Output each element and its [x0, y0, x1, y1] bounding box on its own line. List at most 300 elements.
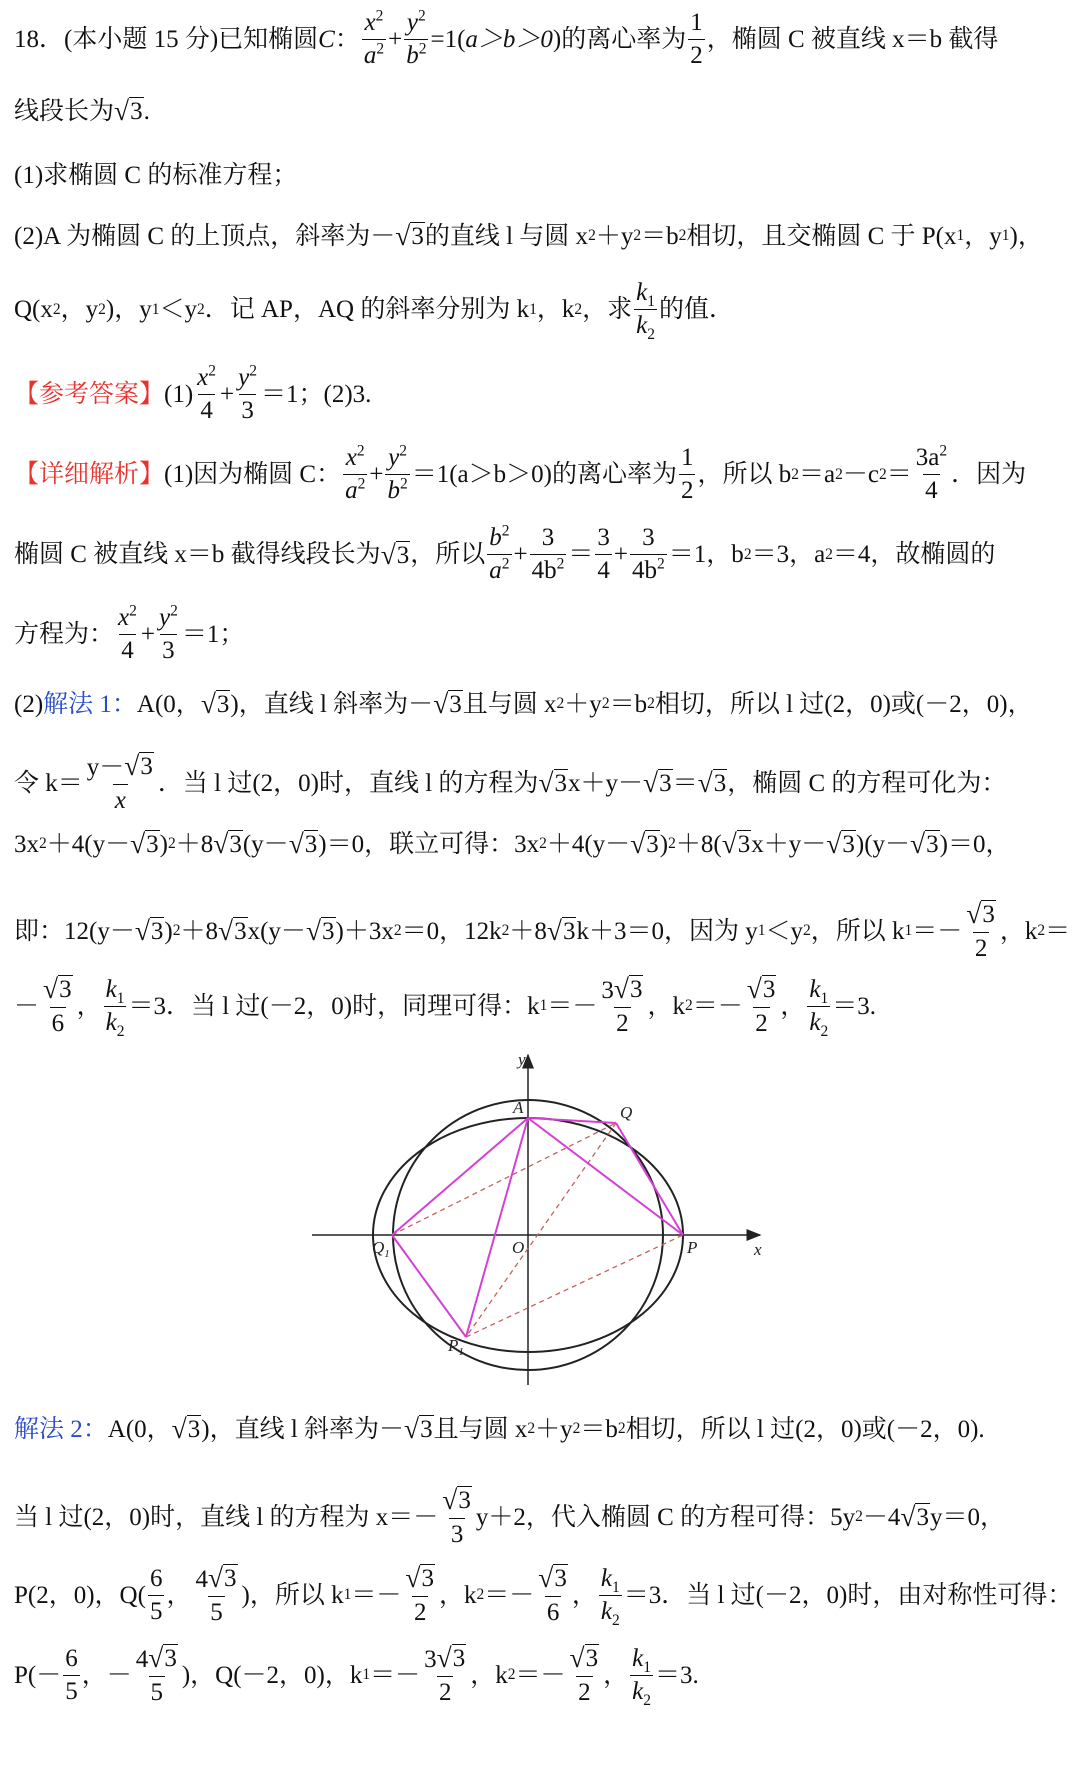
- sqrt: √ 3: [305, 915, 335, 946]
- text: ，－: [81, 1661, 132, 1689]
- fraction: [236, 362, 259, 425]
- text: (1): [164, 381, 194, 409]
- text: ): [659, 830, 669, 858]
- sqrt: √ 3: [171, 1413, 201, 1444]
- sqrt: √ 3: [134, 915, 164, 946]
- text: x: [364, 9, 376, 36]
- text: ＋y: [535, 1415, 573, 1443]
- point-q-label: Q: [620, 1103, 633, 1122]
- fraction: [599, 975, 645, 1038]
- text: 2: [116, 1022, 125, 1040]
- text: 3: [659, 770, 672, 797]
- fraction: [679, 445, 696, 505]
- text: ＝: [672, 769, 698, 797]
- text: (1)因为椭圆 C：: [164, 461, 342, 489]
- text: 2: [973, 932, 990, 962]
- text: 2: [501, 555, 510, 573]
- text: 令 k＝: [14, 769, 83, 797]
- text: 3: [629, 976, 643, 1003]
- sqrt: √ 3: [643, 767, 672, 798]
- fraction: [362, 7, 386, 70]
- line-ap: [528, 1118, 683, 1235]
- sqrt: √ 3: [569, 1642, 599, 1673]
- fraction: [148, 1566, 165, 1626]
- origin-label: O: [512, 1238, 525, 1257]
- text: y: [406, 9, 419, 36]
- text: C: [318, 26, 335, 54]
- text: 3: [926, 831, 939, 858]
- text: 3: [762, 976, 776, 1003]
- text: ＝1(a＞b＞0)的离心率为: [411, 461, 677, 489]
- part-2-question-line-1: (2)A 为椭圆 C 的上顶点，斜率为－ √ 3 的直线 l 与圆 x 2 ＋y 2 ＝b 2 相切，且交椭圆 C 于 P(x 1 ，y 1 )，: [14, 220, 1043, 251]
- part-1-question: [14, 163, 1068, 188]
- text: 1: [643, 1658, 651, 1676]
- text: 6: [50, 1007, 67, 1037]
- text: y: [238, 364, 250, 391]
- text: A(0，: [136, 690, 201, 718]
- text: ＝－: [547, 992, 598, 1020]
- sqrt: √ 3: [218, 915, 247, 946]
- sqrt: √ 3: [288, 828, 318, 859]
- sqrt: √ 3: [538, 767, 568, 798]
- fraction: [630, 525, 667, 585]
- fraction: [403, 1564, 437, 1627]
- text: 方程为：: [14, 621, 115, 649]
- text: ＝1；: [181, 621, 245, 649]
- sqrt: √ 3: [966, 898, 995, 929]
- fraction: [85, 752, 156, 815]
- sqrt: √ 3: [213, 828, 242, 859]
- text: ＝－: [692, 992, 743, 1020]
- text: )，直线 l 斜率为－: [230, 690, 434, 718]
- sqrt: √ 3: [124, 750, 153, 781]
- answer-tag: 【参考答案】: [14, 381, 165, 409]
- text: 2: [614, 1007, 631, 1037]
- text: P(2，0)，Q(: [14, 1581, 146, 1609]
- text: 3: [541, 524, 555, 551]
- text: ＝b: [641, 222, 679, 250]
- text: ，: [571, 1581, 597, 1609]
- text: 6: [65, 1644, 78, 1672]
- text: 3: [642, 524, 655, 551]
- text: ＝3．当 l 过(－2，0)时，同理可得：k: [128, 992, 540, 1020]
- text: ＝1；(2)3.: [261, 381, 372, 409]
- text: ＋8: [180, 917, 219, 945]
- text: 4: [119, 634, 136, 664]
- text: 3: [229, 831, 242, 858]
- text: )，y: [105, 296, 152, 324]
- text: 3: [130, 98, 143, 125]
- text: +: [513, 541, 528, 569]
- text: k: [632, 1644, 644, 1672]
- fraction: [422, 1644, 468, 1707]
- text: +: [369, 461, 384, 489]
- text: )＝0，: [939, 830, 1011, 858]
- text: y－: [86, 754, 125, 781]
- text: 2: [501, 522, 510, 540]
- text: 3: [458, 1487, 471, 1514]
- text: )，所以 k: [241, 1581, 344, 1609]
- point-a-label: A: [513, 1098, 524, 1117]
- text: 2: [647, 326, 655, 344]
- y-axis-label: y: [518, 1050, 526, 1069]
- text: 3x: [14, 830, 39, 858]
- text: ，: [166, 1581, 192, 1609]
- text: )＋3x: [335, 917, 394, 945]
- text: ＝: [886, 461, 912, 489]
- text: 3: [420, 1416, 433, 1443]
- sqrt: √ 3: [436, 1642, 466, 1673]
- text: 3: [411, 223, 424, 250]
- text: ＋4(y－: [546, 830, 631, 858]
- text: 3: [239, 394, 256, 424]
- text: k: [636, 312, 648, 340]
- text: k: [600, 1597, 612, 1625]
- fraction: [745, 975, 779, 1038]
- method-1-line-1: (2) 解法 1： A(0， √ 3 )，直线 l 斜率为－ √ 3 且与圆 x 2 ＋y 2 ＝b 2 相切，所以 l 过(2，0)或(－2，0)，: [14, 688, 1033, 719]
- text: －4: [862, 1503, 901, 1531]
- text: 且与圆 x: [462, 690, 557, 718]
- sqrt: √ 3: [43, 973, 72, 1004]
- pink-lines: [392, 1118, 683, 1337]
- line-qp: [616, 1123, 683, 1235]
- sqrt: √ 3: [613, 973, 643, 1004]
- text: 1: [647, 293, 655, 310]
- text: y: [388, 444, 400, 471]
- text: x: [113, 784, 128, 814]
- text: 1: [384, 1248, 390, 1260]
- dashed-lines: [392, 1123, 683, 1337]
- text: ．记 AP，AQ 的斜率分别为 k: [204, 296, 530, 324]
- text: ＝3.: [832, 992, 876, 1020]
- text: ，所以 b: [697, 461, 792, 489]
- text: ＜y: [159, 296, 197, 324]
- text: 3: [713, 770, 727, 797]
- text: 2: [418, 40, 427, 58]
- point-q1-label: [372, 1238, 390, 1260]
- text: 2: [611, 1611, 620, 1629]
- text: x: [118, 604, 130, 631]
- text: ，: [603, 1661, 629, 1689]
- method-2-line-2: 当 l 过(2，0)时，直线 l 的方程为 x＝－ √ 3 3 y＋2，代入椭圆 C 的方程可得：5y 2 －4 √ 3 y＝0，: [14, 1484, 1005, 1549]
- point-p-label: P: [687, 1238, 698, 1257]
- text: 3: [452, 1645, 466, 1672]
- method-2-line-1: 解法 2： A(0， √ 3 )，直线 l 斜率为－ √ 3 且与圆 x 2 ＋y 2 ＝b 2 相切，所以 l 过(2，0)或(－2，0).: [14, 1413, 985, 1444]
- text: 2: [939, 442, 948, 460]
- text: ，: [780, 992, 806, 1020]
- problem-statement-line-1: [14, 7, 1068, 70]
- text: .: [143, 97, 150, 125]
- text: 5: [63, 1675, 80, 1705]
- text: ，k: [647, 992, 685, 1020]
- text: 2: [437, 1676, 454, 1706]
- dashed-line: [466, 1123, 616, 1337]
- text: ＝－: [515, 1661, 566, 1689]
- text: ：: [334, 26, 360, 54]
- text: 4b: [632, 557, 658, 585]
- text: ＋8(: [675, 830, 722, 858]
- text: ．当 l 过(2，0)时，直线 l 的方程为: [157, 769, 539, 797]
- text: ＋y: [564, 690, 602, 718]
- text: ，椭圆 C 的方程可化为：: [727, 769, 1007, 797]
- text: 2: [170, 602, 178, 620]
- fraction: [536, 1564, 570, 1627]
- text: ，k: [470, 1661, 508, 1689]
- fraction: [568, 1644, 602, 1707]
- text: (2): [14, 690, 44, 718]
- text: 3: [150, 918, 164, 945]
- text: ＝3，a: [751, 541, 826, 569]
- text: ，所以: [410, 541, 486, 569]
- text: 3: [304, 831, 318, 858]
- text: k: [105, 1008, 117, 1036]
- text: x＋y－: [568, 769, 644, 797]
- text: 3: [916, 1504, 929, 1531]
- text: 3: [585, 1645, 599, 1672]
- text: 6: [149, 1564, 163, 1592]
- sqrt: √ 3: [395, 220, 424, 251]
- text: 5: [148, 1595, 165, 1625]
- text: ，b: [706, 541, 744, 569]
- text: k: [809, 1008, 821, 1036]
- text: k: [809, 975, 821, 1003]
- sqrt: √ 3: [910, 828, 939, 859]
- text: ): [164, 917, 173, 945]
- text: 线段长为: [14, 97, 115, 125]
- sqrt: √ 3: [148, 1642, 177, 1673]
- text: 3: [424, 1646, 437, 1673]
- text: ．(本小题 15 分)已知椭圆: [39, 26, 319, 54]
- text: 3: [234, 918, 247, 945]
- text: ，求: [582, 296, 633, 324]
- text: 即：12(y－: [14, 917, 135, 945]
- fraction: [440, 1486, 474, 1549]
- method-1-line-3: 3x 2 ＋4(y－ √ 3 ) 2 ＋8 √ 3 (y－ √ 3 )＝0，联立可得：3x 2 ＋4(y－ √ 3 ) 2 ＋8( √ 3 x＋y－ √ 3 )(y－ √ 3 )＝0，: [14, 828, 1011, 859]
- text: =1(: [430, 26, 466, 54]
- text: 2: [249, 362, 257, 380]
- text: 2: [657, 555, 665, 573]
- text: 3: [59, 976, 72, 1003]
- fraction: [157, 602, 180, 665]
- text: 椭圆 C 被直线 x＝b 截得线段长为: [14, 541, 381, 569]
- sqrt: √ 3: [546, 915, 576, 946]
- fraction: [116, 602, 139, 665]
- text: 2: [753, 1007, 770, 1037]
- text: 5: [208, 1596, 225, 1626]
- text: 2: [679, 474, 696, 504]
- text: 的值．: [658, 296, 734, 324]
- x-axis-label: x: [754, 1240, 762, 1259]
- text: ，y: [964, 222, 1002, 250]
- text: )的离心率为: [552, 26, 687, 54]
- method-1-label: 解法 1：: [43, 690, 137, 718]
- text: 1: [680, 444, 694, 471]
- ellipse-figure: [300, 1043, 770, 1393]
- fraction: [195, 362, 218, 425]
- text: 当 l 过(2，0)时，直线 l 的方程为 x＝－: [14, 1503, 439, 1531]
- text: ＋8: [509, 917, 547, 945]
- fraction: [964, 900, 998, 963]
- text: a＞b＞0: [465, 26, 553, 54]
- text: +: [613, 541, 629, 569]
- text: k: [105, 975, 117, 1003]
- sqrt: √ 3: [746, 973, 776, 1004]
- text: 4b: [531, 557, 557, 585]
- fraction: [595, 525, 612, 585]
- text: b: [489, 524, 502, 551]
- text: a: [345, 477, 358, 505]
- text: ＝－: [370, 1661, 421, 1689]
- text: 3: [322, 918, 335, 945]
- fraction: [599, 1564, 622, 1629]
- text: 3: [140, 753, 153, 780]
- text: )，Q(－2，0)，k: [181, 1661, 363, 1689]
- sqrt: √ 3: [538, 1562, 567, 1593]
- sqrt: √ 3: [630, 828, 659, 859]
- text: 相切，且交椭圆 C 于 P(x: [686, 222, 957, 250]
- text: ＋y: [595, 222, 634, 250]
- text: x: [345, 444, 357, 471]
- text: 3: [554, 1565, 567, 1592]
- text: y＋2，代入椭圆 C 的方程可得：5y: [475, 1503, 856, 1531]
- text: (2)A 为椭圆 C 的上顶点，斜率为－: [14, 222, 396, 250]
- text: 的直线 l 与圆 x: [424, 222, 589, 250]
- problem-statement-line-2: [14, 97, 1068, 126]
- text: )，直线 l 斜率为－: [201, 1415, 405, 1443]
- text: ＝－: [351, 1581, 402, 1609]
- text: ＋8: [175, 830, 214, 858]
- text: ．因为: [951, 461, 1027, 489]
- sqrt: √ 3: [721, 828, 751, 859]
- sqrt: √ 3: [404, 1413, 433, 1444]
- text: 2: [688, 39, 705, 69]
- text: 相切，所以 l 过(2，0)或(－2，0)，: [654, 690, 1033, 718]
- sqrt: √ 3: [200, 688, 230, 719]
- text: ＋4(y－: [46, 830, 131, 858]
- figure-svg: [300, 1043, 770, 1393]
- text: 1: [820, 989, 829, 1007]
- text: +: [140, 621, 155, 649]
- sqrt: √ 3: [442, 1484, 471, 1515]
- text: 相切，所以 l 过(2，0)或(－2，0).: [625, 1415, 985, 1443]
- text: ，k: [438, 1581, 477, 1609]
- fraction: [404, 7, 428, 70]
- text: 3: [421, 1565, 434, 1592]
- text: ，椭圆 C 被直线 x＝b 截得: [706, 26, 999, 54]
- sqrt: √ 3: [380, 538, 410, 570]
- text: 2: [399, 475, 408, 493]
- text: －c: [842, 461, 879, 489]
- text: P: [448, 1336, 459, 1355]
- fraction: [530, 525, 567, 585]
- text: ＝3.: [654, 1661, 699, 1689]
- text: ，所以 k: [810, 917, 905, 945]
- text: ＝0，12k: [401, 917, 502, 945]
- text: 3: [187, 1416, 201, 1443]
- text: 且与圆 x: [433, 1415, 528, 1443]
- text: 3: [449, 1518, 466, 1548]
- fraction: [487, 522, 511, 585]
- text: ＜y: [765, 917, 804, 945]
- method-1-line-2: [14, 752, 1068, 815]
- text: a: [363, 42, 377, 70]
- text: 4: [198, 394, 215, 424]
- text: k＋3＝0，因为 y: [576, 917, 758, 945]
- fraction: [343, 442, 367, 505]
- method-1-line-4: 即：12(y－ √ 3 ) 2 ＋8 √ 3 x(y－ √ 3 )＋3x 2 ＝0，12k 2 ＋8 √ 3 k＋3＝0，因为 y 1 ＜y 2 ，所以 k 1 ＝－ √ 3 2 ，k 2 ＝: [14, 898, 1071, 963]
- text: 2: [412, 1596, 429, 1626]
- text: +: [220, 381, 235, 409]
- reference-answer: [14, 362, 1068, 425]
- text: 3: [146, 831, 159, 858]
- text: Q: [372, 1238, 385, 1257]
- text: 4: [923, 474, 940, 504]
- text: ＝－: [912, 917, 963, 945]
- text: 6: [545, 1596, 562, 1626]
- text: ，y: [60, 296, 99, 324]
- text: 4: [595, 554, 612, 584]
- text: 3: [562, 918, 576, 945]
- fraction: [193, 1564, 239, 1627]
- method-2-line-3: P(2，0)，Q( $\frac{6}{5}$ ， 4 √ 3 5 )，所以 k 1 ＝－ √ 3 2 ，k 2 ＝－ √ 3 6 ， $\frac{k_1}{k_2}$ ＝3．当 l 过(－2，0)时，由对称性可得：: [14, 1562, 1073, 1629]
- text: 3: [554, 770, 568, 797]
- text: ＝b: [609, 690, 648, 718]
- text: (y－: [242, 830, 289, 858]
- text: ＝a: [798, 461, 836, 489]
- text: k: [600, 1564, 612, 1592]
- text: 4: [195, 1566, 208, 1593]
- fraction: [134, 1644, 180, 1707]
- text: ): [159, 830, 168, 858]
- text: )＝0，联立可得：3x: [318, 830, 540, 858]
- text: )，: [1009, 222, 1043, 250]
- sqrt: √ 3: [697, 767, 727, 798]
- text: x(y－: [247, 917, 306, 945]
- text: ，k: [999, 917, 1038, 945]
- text: x＋y－: [751, 830, 827, 858]
- text: ＝－: [484, 1581, 535, 1609]
- fraction: [914, 442, 949, 505]
- text: b: [406, 42, 419, 70]
- text: ＝b: [580, 1415, 618, 1443]
- text: x: [197, 364, 209, 391]
- text: 3: [396, 541, 410, 569]
- text: 2: [356, 442, 365, 460]
- text: 3: [449, 691, 462, 718]
- text: 2: [820, 1022, 829, 1040]
- text: 3: [646, 831, 659, 858]
- text: 2: [376, 40, 385, 58]
- fraction: [104, 975, 127, 1040]
- line-ap1: [466, 1118, 528, 1337]
- text: 1: [690, 9, 703, 36]
- text: +: [388, 26, 403, 54]
- solution-line-3: [14, 602, 1068, 665]
- text: (1)求椭圆 C 的标准方程；: [14, 162, 298, 189]
- solution-line-1: 【详细解析】 (1)因为椭圆 C： $\frac{x^2}{a^2}$ + $\frac{y^2}{b^2}$ ＝1(a＞b＞0)的离心率为 $\frac{1}{2}$ ，所以 b 2 ＝a 2 －c 2 ＝ $\frac{3a^2}{4}$ ．因为: [14, 442, 1027, 505]
- method-2-line-4: P(－ $\frac{6}{5}$ ，－ 4 √ 3 5 )，Q(－2，0)，k 1 ＝－ 3 √ 3 2 ，k 2 ＝－ √ 3 2 ， $\frac{k_1}{k_2}$ ＝3.: [14, 1642, 699, 1709]
- text: 2: [375, 7, 384, 25]
- text: 3: [597, 524, 610, 551]
- sqrt: √ 3: [130, 828, 159, 859]
- fraction: [41, 975, 75, 1038]
- method-1-line-5: － √ 3 6 ， $\frac{k_1}{k_2}$ ＝3．当 l 过(－2，0)时，同理可得：k 1 ＝－ 3 √ 3 2 ，k 2 ＝－ √ 3 2 ， $\frac{k_1}{k_2}$ ＝3.: [14, 973, 876, 1040]
- text: 2: [357, 475, 366, 493]
- text: ，: [76, 992, 102, 1020]
- text: y＝0，: [929, 1503, 1005, 1531]
- text: 3: [216, 691, 230, 718]
- text: 3: [737, 831, 751, 858]
